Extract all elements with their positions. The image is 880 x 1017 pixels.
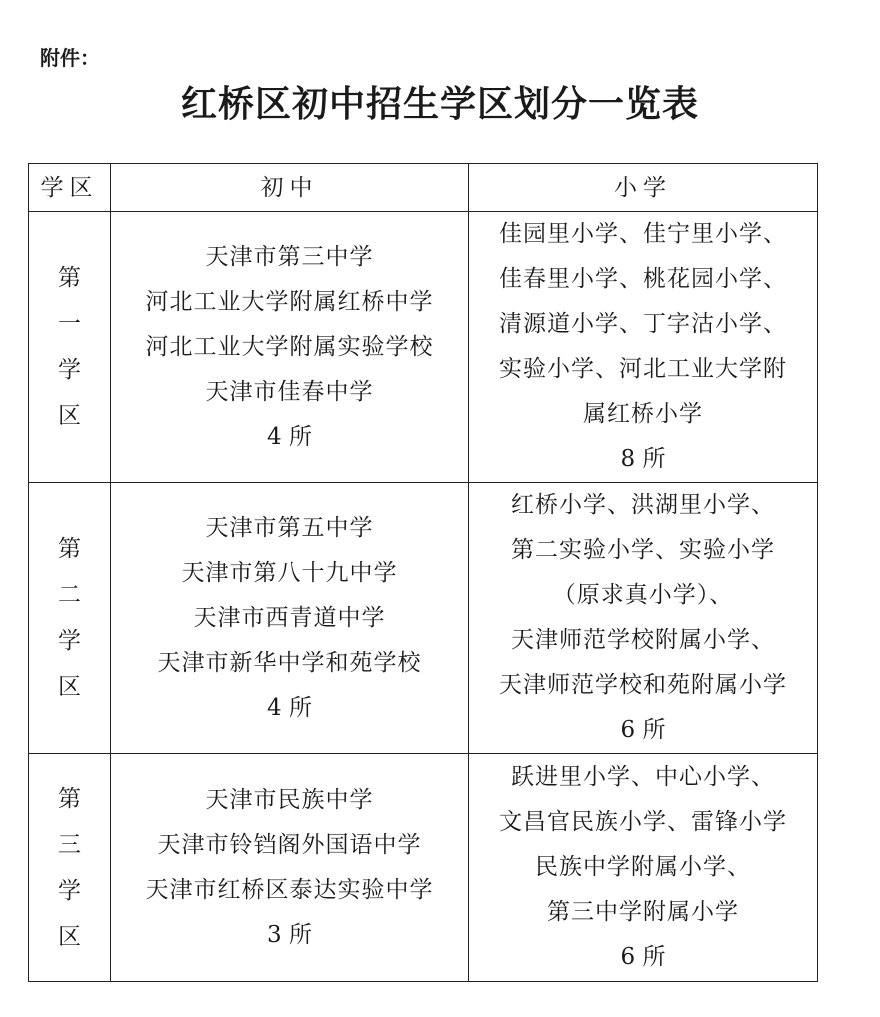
attachment-label: 附件： bbox=[40, 46, 100, 70]
table-row-district-3 bbox=[29, 754, 818, 982]
district-char: 学 bbox=[58, 877, 81, 904]
primary-school-cell bbox=[469, 754, 818, 982]
district-char: 学 bbox=[58, 357, 81, 383]
district-char: 第 bbox=[58, 536, 81, 562]
primary-school-line: 天津师范学校和苑附属小学 bbox=[499, 672, 787, 698]
middle-school-cell bbox=[111, 483, 469, 754]
primary-school-line: 属红桥小学 bbox=[583, 401, 703, 427]
district-cell bbox=[29, 754, 111, 982]
middle-school-count: 4 所 bbox=[267, 694, 312, 721]
district-char: 区 bbox=[58, 674, 81, 700]
primary-school-line: 佳园里小学、佳宁里小学、 bbox=[499, 221, 787, 247]
district-cell bbox=[29, 483, 111, 754]
district-char: 区 bbox=[58, 923, 81, 950]
middle-school-name: 天津市佳春中学 bbox=[205, 378, 374, 405]
district-char: 第 bbox=[58, 265, 81, 291]
middle-school-name: 河北工业大学附属红桥中学 bbox=[145, 288, 434, 315]
district-cell bbox=[29, 212, 111, 483]
district-char: 区 bbox=[58, 403, 81, 429]
middle-school-name: 天津市新华中学和苑学校 bbox=[157, 649, 422, 676]
primary-school-cell bbox=[469, 483, 818, 754]
middle-school-name: 天津市民族中学 bbox=[205, 786, 374, 813]
district-char: 三 bbox=[58, 831, 81, 858]
primary-school-line: 实验小学、河北工业大学附 bbox=[499, 356, 787, 382]
table-row-district-2 bbox=[29, 483, 818, 754]
primary-school-line: 佳春里小学、桃花园小学、 bbox=[499, 266, 787, 292]
district-char: 学 bbox=[58, 628, 81, 654]
middle-school-name: 天津市红桥区泰达实验中学 bbox=[145, 876, 434, 903]
header-district: 学区 bbox=[29, 164, 111, 212]
primary-school-line: 天津师范学校附属小学、 bbox=[511, 627, 775, 653]
primary-school-line: 民族中学附属小学、 bbox=[535, 854, 751, 880]
middle-school-cell bbox=[111, 212, 469, 483]
middle-school-name: 天津市第三中学 bbox=[205, 243, 374, 270]
primary-school-count: 6 所 bbox=[620, 717, 666, 743]
table-row-district-1 bbox=[29, 212, 818, 483]
primary-school-line: 跃进里小学、中心小学、 bbox=[511, 764, 775, 790]
district-name bbox=[29, 255, 110, 439]
primary-school-cell bbox=[469, 212, 818, 483]
district-name bbox=[29, 526, 110, 710]
primary-school-line: （原求真小学）、 bbox=[552, 582, 734, 608]
middle-school-name: 天津市第八十九中学 bbox=[181, 559, 398, 586]
primary-school-line: 文昌官民族小学、雷锋小学 bbox=[499, 809, 787, 835]
middle-school-name: 河北工业大学附属实验学校 bbox=[145, 333, 434, 360]
middle-school-cell bbox=[111, 754, 469, 982]
page-title: 红桥区初中招生学区划分一览表 bbox=[180, 84, 699, 125]
header-primary-school: 小学 bbox=[469, 164, 818, 212]
middle-school-name: 天津市第五中学 bbox=[205, 514, 374, 541]
middle-school-name: 天津市铃铛阁外国语中学 bbox=[157, 831, 422, 858]
district-char: 一 bbox=[58, 311, 81, 337]
district-name bbox=[29, 776, 110, 960]
header-middle-school: 初中 bbox=[111, 164, 469, 212]
table-header-row bbox=[29, 164, 818, 212]
primary-school-line: 红桥小学、洪湖里小学、 bbox=[511, 492, 775, 518]
district-char: 二 bbox=[58, 582, 81, 608]
middle-school-count: 3 所 bbox=[267, 921, 312, 948]
school-district-table bbox=[28, 163, 818, 982]
primary-school-line: 第三中学附属小学 bbox=[547, 899, 739, 925]
primary-school-line: 清源道小学、丁字沽小学、 bbox=[499, 311, 787, 337]
primary-school-line: 第二实验小学、实验小学 bbox=[511, 537, 775, 563]
district-char: 第 bbox=[58, 785, 81, 812]
middle-school-count: 4 所 bbox=[267, 423, 312, 450]
primary-school-count: 8 所 bbox=[620, 446, 666, 472]
primary-school-count: 6 所 bbox=[620, 944, 666, 970]
middle-school-name: 天津市西青道中学 bbox=[193, 604, 386, 631]
